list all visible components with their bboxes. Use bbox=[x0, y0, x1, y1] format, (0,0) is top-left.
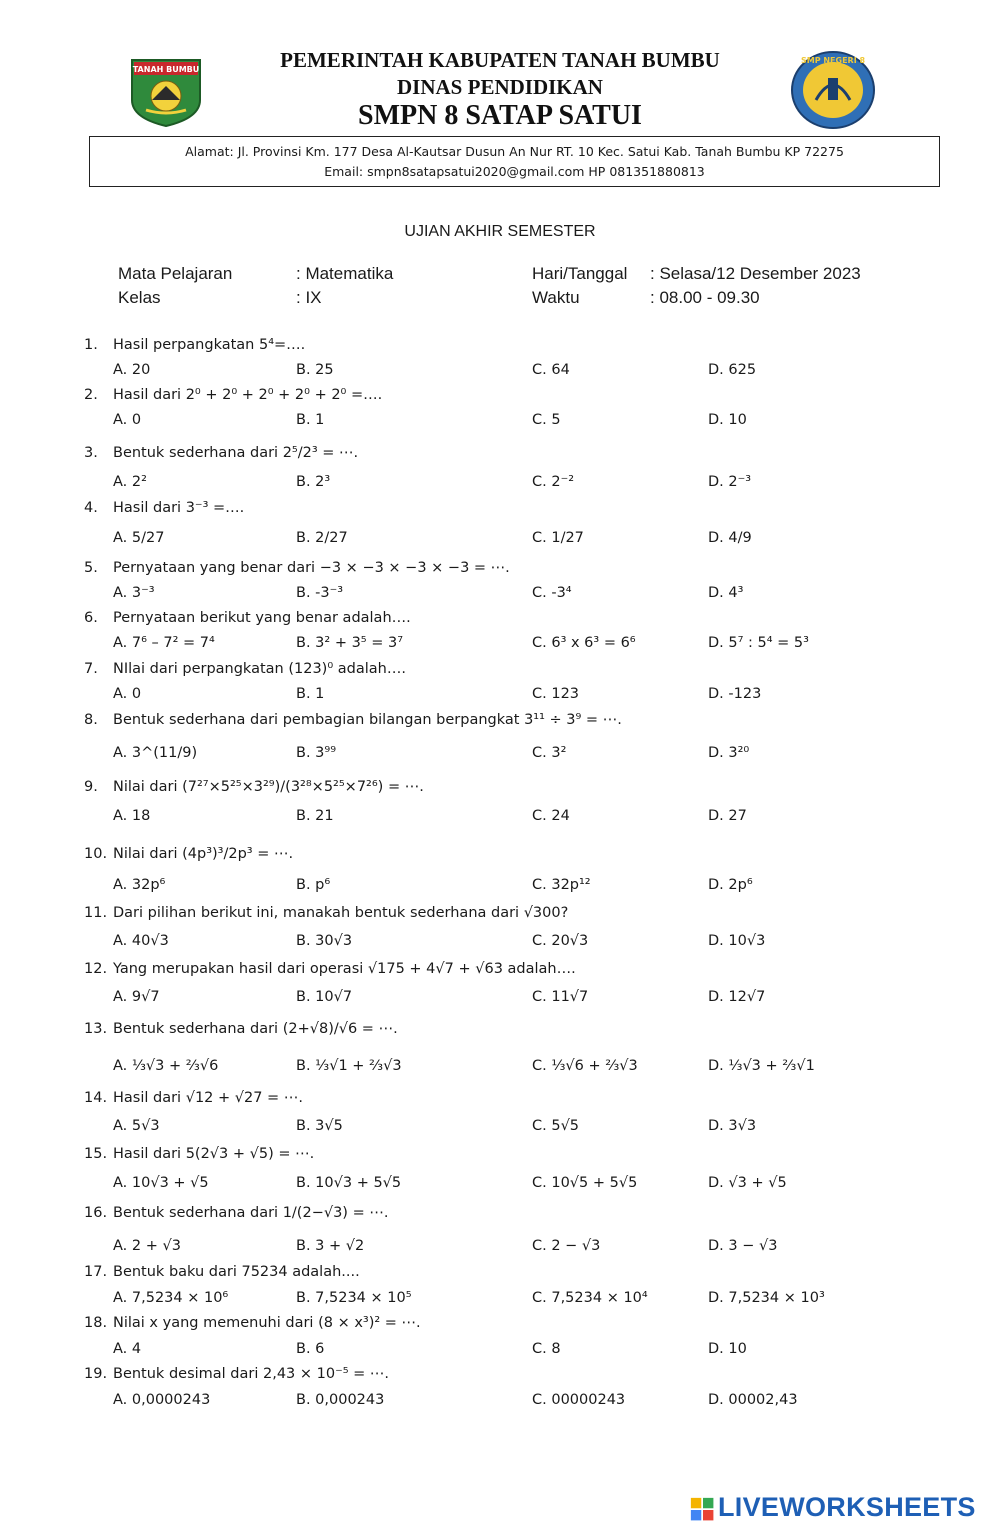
option-a[interactable]: A. 3^(11/9) bbox=[113, 745, 198, 761]
class-label: Kelas bbox=[118, 288, 161, 307]
option-b[interactable]: B. -3⁻³ bbox=[296, 585, 344, 601]
option-b[interactable]: B. 3 + √2 bbox=[296, 1238, 365, 1254]
subject-label: Mata Pelajaran bbox=[118, 264, 233, 283]
option-c[interactable]: C. 2 − √3 bbox=[532, 1238, 601, 1254]
question-number: 11. bbox=[84, 905, 108, 921]
logo-left-label: TANAH BUMBU bbox=[132, 65, 200, 74]
option-c[interactable]: C. 7,5234 × 10⁴ bbox=[532, 1290, 648, 1306]
question-text: Dari pilihan berikut ini, manakah bentuk sederhana dari √300? bbox=[113, 905, 569, 921]
option-d[interactable]: D. 7,5234 × 10³ bbox=[708, 1290, 825, 1306]
question-text: Hasil dari √12 + √27 = ⋯. bbox=[113, 1090, 303, 1106]
question-text: NIlai dari perpangkatan (123)⁰ adalah…. bbox=[113, 661, 406, 677]
option-a[interactable]: A. 0 bbox=[113, 412, 142, 428]
question-text: Hasil perpangkatan 5⁴=…. bbox=[113, 337, 306, 353]
question-text: Bentuk sederhana dari 1/(2−√3) = ⋯. bbox=[113, 1205, 389, 1221]
option-a[interactable]: A. 5√3 bbox=[113, 1118, 160, 1134]
question-text: Bentuk baku dari 75234 adalah.... bbox=[113, 1264, 360, 1280]
option-b[interactable]: B. 25 bbox=[296, 362, 334, 378]
option-d[interactable]: D. 3 − √3 bbox=[708, 1238, 778, 1254]
option-a[interactable]: A. 7,5234 × 10⁶ bbox=[113, 1290, 229, 1306]
question-text: Bentuk desimal dari 2,43 × 10⁻⁵ = ⋯. bbox=[113, 1366, 390, 1382]
option-b[interactable]: B. 10√7 bbox=[296, 989, 353, 1005]
option-c[interactable]: C. 6³ x 6³ = 6⁶ bbox=[532, 635, 636, 651]
logo-right-label: SMP NEGERI 8 bbox=[800, 56, 866, 65]
question-text: Bentuk sederhana dari (2+√8)/√6 = ⋯. bbox=[113, 1021, 398, 1037]
option-b[interactable]: B. 30√3 bbox=[296, 933, 353, 949]
address-line: Alamat: Jl. Provinsi Km. 177 Desa Al-Kautsar Dusun An Nur RT. 10 Kec. Satui Kab. Tanah Bumbu KP 72275 bbox=[185, 144, 844, 159]
question-number: 12. bbox=[84, 961, 108, 977]
exam-title: UJIAN AKHIR SEMESTER bbox=[404, 223, 596, 240]
question-text: Bentuk sederhana dari 2⁵/2³ = ⋯. bbox=[113, 445, 359, 461]
question-number: 8. bbox=[84, 712, 98, 728]
date-label: Hari/Tanggal bbox=[532, 264, 628, 283]
option-a[interactable]: A. 20 bbox=[113, 362, 151, 378]
time-value: : 08.00 - 09.30 bbox=[650, 288, 760, 307]
question-number: 6. bbox=[84, 610, 98, 626]
question-text: Hasil dari 5(2√3 + √5) = ⋯. bbox=[113, 1146, 315, 1162]
option-d[interactable]: D. ⅓√3 + ⅔√1 bbox=[708, 1058, 815, 1074]
option-b[interactable]: B. 10√3 + 5√5 bbox=[296, 1175, 402, 1191]
header-department: DINAS PENDIDIKAN bbox=[397, 75, 603, 99]
footer-brand: LIVEWORKSHEETS bbox=[718, 1492, 976, 1522]
option-d[interactable]: D. 4³ bbox=[708, 585, 744, 601]
option-c[interactable]: C. 20√3 bbox=[532, 933, 589, 949]
question-text: Pernyataan berikut yang benar adalah…. bbox=[113, 610, 411, 626]
option-b[interactable]: B. 1 bbox=[296, 686, 325, 702]
header-school-name: SMPN 8 SATAP SATUI bbox=[358, 100, 642, 131]
option-d[interactable]: D. 5⁷ : 5⁴ = 5³ bbox=[708, 635, 809, 651]
option-c[interactable]: C. 123 bbox=[532, 686, 580, 702]
contact-line: Email: smpn8satapsatui2020@gmail.com HP 081351880813 bbox=[324, 164, 705, 179]
option-b[interactable]: B. 3⁹⁹ bbox=[296, 745, 337, 761]
option-a[interactable]: A. 3⁻³ bbox=[113, 585, 155, 601]
option-c[interactable]: C. ⅓√6 + ⅔√3 bbox=[532, 1058, 638, 1074]
question-number: 18. bbox=[84, 1315, 108, 1331]
option-b[interactable]: B. 0,000243 bbox=[296, 1392, 385, 1408]
option-a[interactable]: A. 5/27 bbox=[113, 530, 165, 546]
option-b[interactable]: B. 6 bbox=[296, 1341, 325, 1357]
subject-value: : Matematika bbox=[296, 264, 394, 283]
option-b[interactable]: B. 2/27 bbox=[296, 530, 348, 546]
option-b[interactable]: B. p⁶ bbox=[296, 877, 331, 893]
question-number: 3. bbox=[84, 445, 98, 461]
option-c[interactable]: C. 8 bbox=[532, 1341, 561, 1357]
option-a[interactable]: A. 9√7 bbox=[113, 989, 160, 1005]
option-c[interactable]: C. 32p¹² bbox=[532, 877, 591, 893]
option-d[interactable]: D. -123 bbox=[708, 686, 762, 702]
option-c[interactable]: C. -3⁴ bbox=[532, 585, 572, 601]
option-c[interactable]: C. 5 bbox=[532, 412, 561, 428]
option-d[interactable]: D. 3²⁰ bbox=[708, 745, 750, 761]
question-text: Bentuk sederhana dari pembagian bilangan berpangkat 3¹¹ ÷ 3⁹ = ⋯. bbox=[113, 712, 622, 728]
option-d[interactable]: D. 00002,43 bbox=[708, 1392, 798, 1408]
liveworksheets-logo-icon bbox=[690, 1497, 716, 1523]
option-c[interactable]: C. 3² bbox=[532, 745, 567, 761]
option-b[interactable]: B. 3√5 bbox=[296, 1118, 343, 1134]
option-b[interactable]: B. 3² + 3⁵ = 3⁷ bbox=[296, 635, 404, 651]
option-a[interactable]: A. 32p⁶ bbox=[113, 877, 166, 893]
option-c[interactable]: C. 64 bbox=[532, 362, 570, 378]
option-a[interactable]: A. ⅓√3 + ⅔√6 bbox=[113, 1058, 219, 1074]
option-d[interactable]: D. √3 + √5 bbox=[708, 1175, 787, 1191]
date-value: : Selasa/12 Desember 2023 bbox=[650, 264, 861, 283]
option-a[interactable]: A. 2 + √3 bbox=[113, 1238, 181, 1254]
question-number: 1. bbox=[84, 337, 98, 353]
option-d[interactable]: D. 2p⁶ bbox=[708, 877, 753, 893]
question-number: 9. bbox=[84, 779, 98, 795]
option-a[interactable]: A. 0 bbox=[113, 686, 142, 702]
question-text: Hasil dari 3⁻³ =…. bbox=[113, 500, 245, 516]
option-a[interactable]: A. 40√3 bbox=[113, 933, 169, 949]
option-c[interactable]: C. 2⁻² bbox=[532, 474, 575, 490]
option-c[interactable]: C. 10√5 + 5√5 bbox=[532, 1175, 638, 1191]
option-b[interactable]: B. 2³ bbox=[296, 474, 331, 490]
header-government: PEMERINTAH KABUPATEN TANAH BUMBU bbox=[280, 48, 720, 72]
address-box bbox=[89, 136, 940, 187]
question-number: 16. bbox=[84, 1205, 108, 1221]
option-a[interactable]: A. 4 bbox=[113, 1341, 142, 1357]
question-number: 7. bbox=[84, 661, 98, 677]
question-text: Nilai x yang memenuhi dari (8 × x³)² = ⋯. bbox=[113, 1315, 421, 1331]
question-number: 5. bbox=[84, 560, 98, 576]
option-d[interactable]: D. 625 bbox=[708, 362, 757, 378]
question-text: Hasil dari 2⁰ + 2⁰ + 2⁰ + 2⁰ + 2⁰ =…. bbox=[113, 387, 383, 403]
option-c[interactable]: C. 5√5 bbox=[532, 1118, 580, 1134]
question-number: 4. bbox=[84, 500, 98, 516]
question-number: 14. bbox=[84, 1090, 108, 1106]
question-number: 19. bbox=[84, 1366, 108, 1382]
option-b[interactable]: B. 7,5234 × 10⁵ bbox=[296, 1290, 412, 1306]
option-a[interactable]: A. 10√3 + √5 bbox=[113, 1175, 209, 1191]
option-c[interactable]: C. 00000243 bbox=[532, 1392, 626, 1408]
option-c[interactable]: C. 11√7 bbox=[532, 989, 589, 1005]
question-text: Nilai dari (4p³)³/2p³ = ⋯. bbox=[113, 846, 294, 862]
question-number: 13. bbox=[84, 1021, 108, 1037]
option-d[interactable]: D. 27 bbox=[708, 808, 747, 824]
option-c[interactable]: C. 1/27 bbox=[532, 530, 584, 546]
option-d[interactable]: D. 10 bbox=[708, 412, 747, 428]
option-b[interactable]: B. 21 bbox=[296, 808, 334, 824]
option-b[interactable]: B. 1 bbox=[296, 412, 325, 428]
question-number: 17. bbox=[84, 1264, 108, 1280]
option-d[interactable]: D. 4/9 bbox=[708, 530, 752, 546]
option-a[interactable]: A. 18 bbox=[113, 808, 151, 824]
option-a[interactable]: A. 7⁶ – 7² = 7⁴ bbox=[113, 635, 215, 651]
question-number: 15. bbox=[84, 1146, 108, 1162]
class-value: : IX bbox=[296, 288, 322, 307]
question-number: 2. bbox=[84, 387, 98, 403]
option-b[interactable]: B. ⅓√1 + ⅔√3 bbox=[296, 1058, 402, 1074]
time-label: Waktu bbox=[532, 288, 580, 307]
option-d[interactable]: D. 3√3 bbox=[708, 1118, 757, 1134]
option-c[interactable]: C. 24 bbox=[532, 808, 570, 824]
option-d[interactable]: D. 10 bbox=[708, 1341, 747, 1357]
option-d[interactable]: D. 12√7 bbox=[708, 989, 766, 1005]
question-text: Pernyataan yang benar dari −3 × −3 × −3 × −3 = ⋯. bbox=[113, 560, 510, 576]
option-d[interactable]: D. 2⁻³ bbox=[708, 474, 752, 490]
question-text: Yang merupakan hasil dari operasi √175 + 4√7 + √63 adalah…. bbox=[113, 961, 576, 977]
question-number: 10. bbox=[84, 846, 108, 862]
option-a[interactable]: A. 2² bbox=[113, 474, 147, 490]
option-d[interactable]: D. 10√3 bbox=[708, 933, 766, 949]
question-text: Nilai dari (7²⁷×5²⁵×3²⁹)/(3²⁸×5²⁵×7²⁶) = ⋯. bbox=[113, 779, 424, 795]
option-a[interactable]: A. 0,0000243 bbox=[113, 1392, 211, 1408]
